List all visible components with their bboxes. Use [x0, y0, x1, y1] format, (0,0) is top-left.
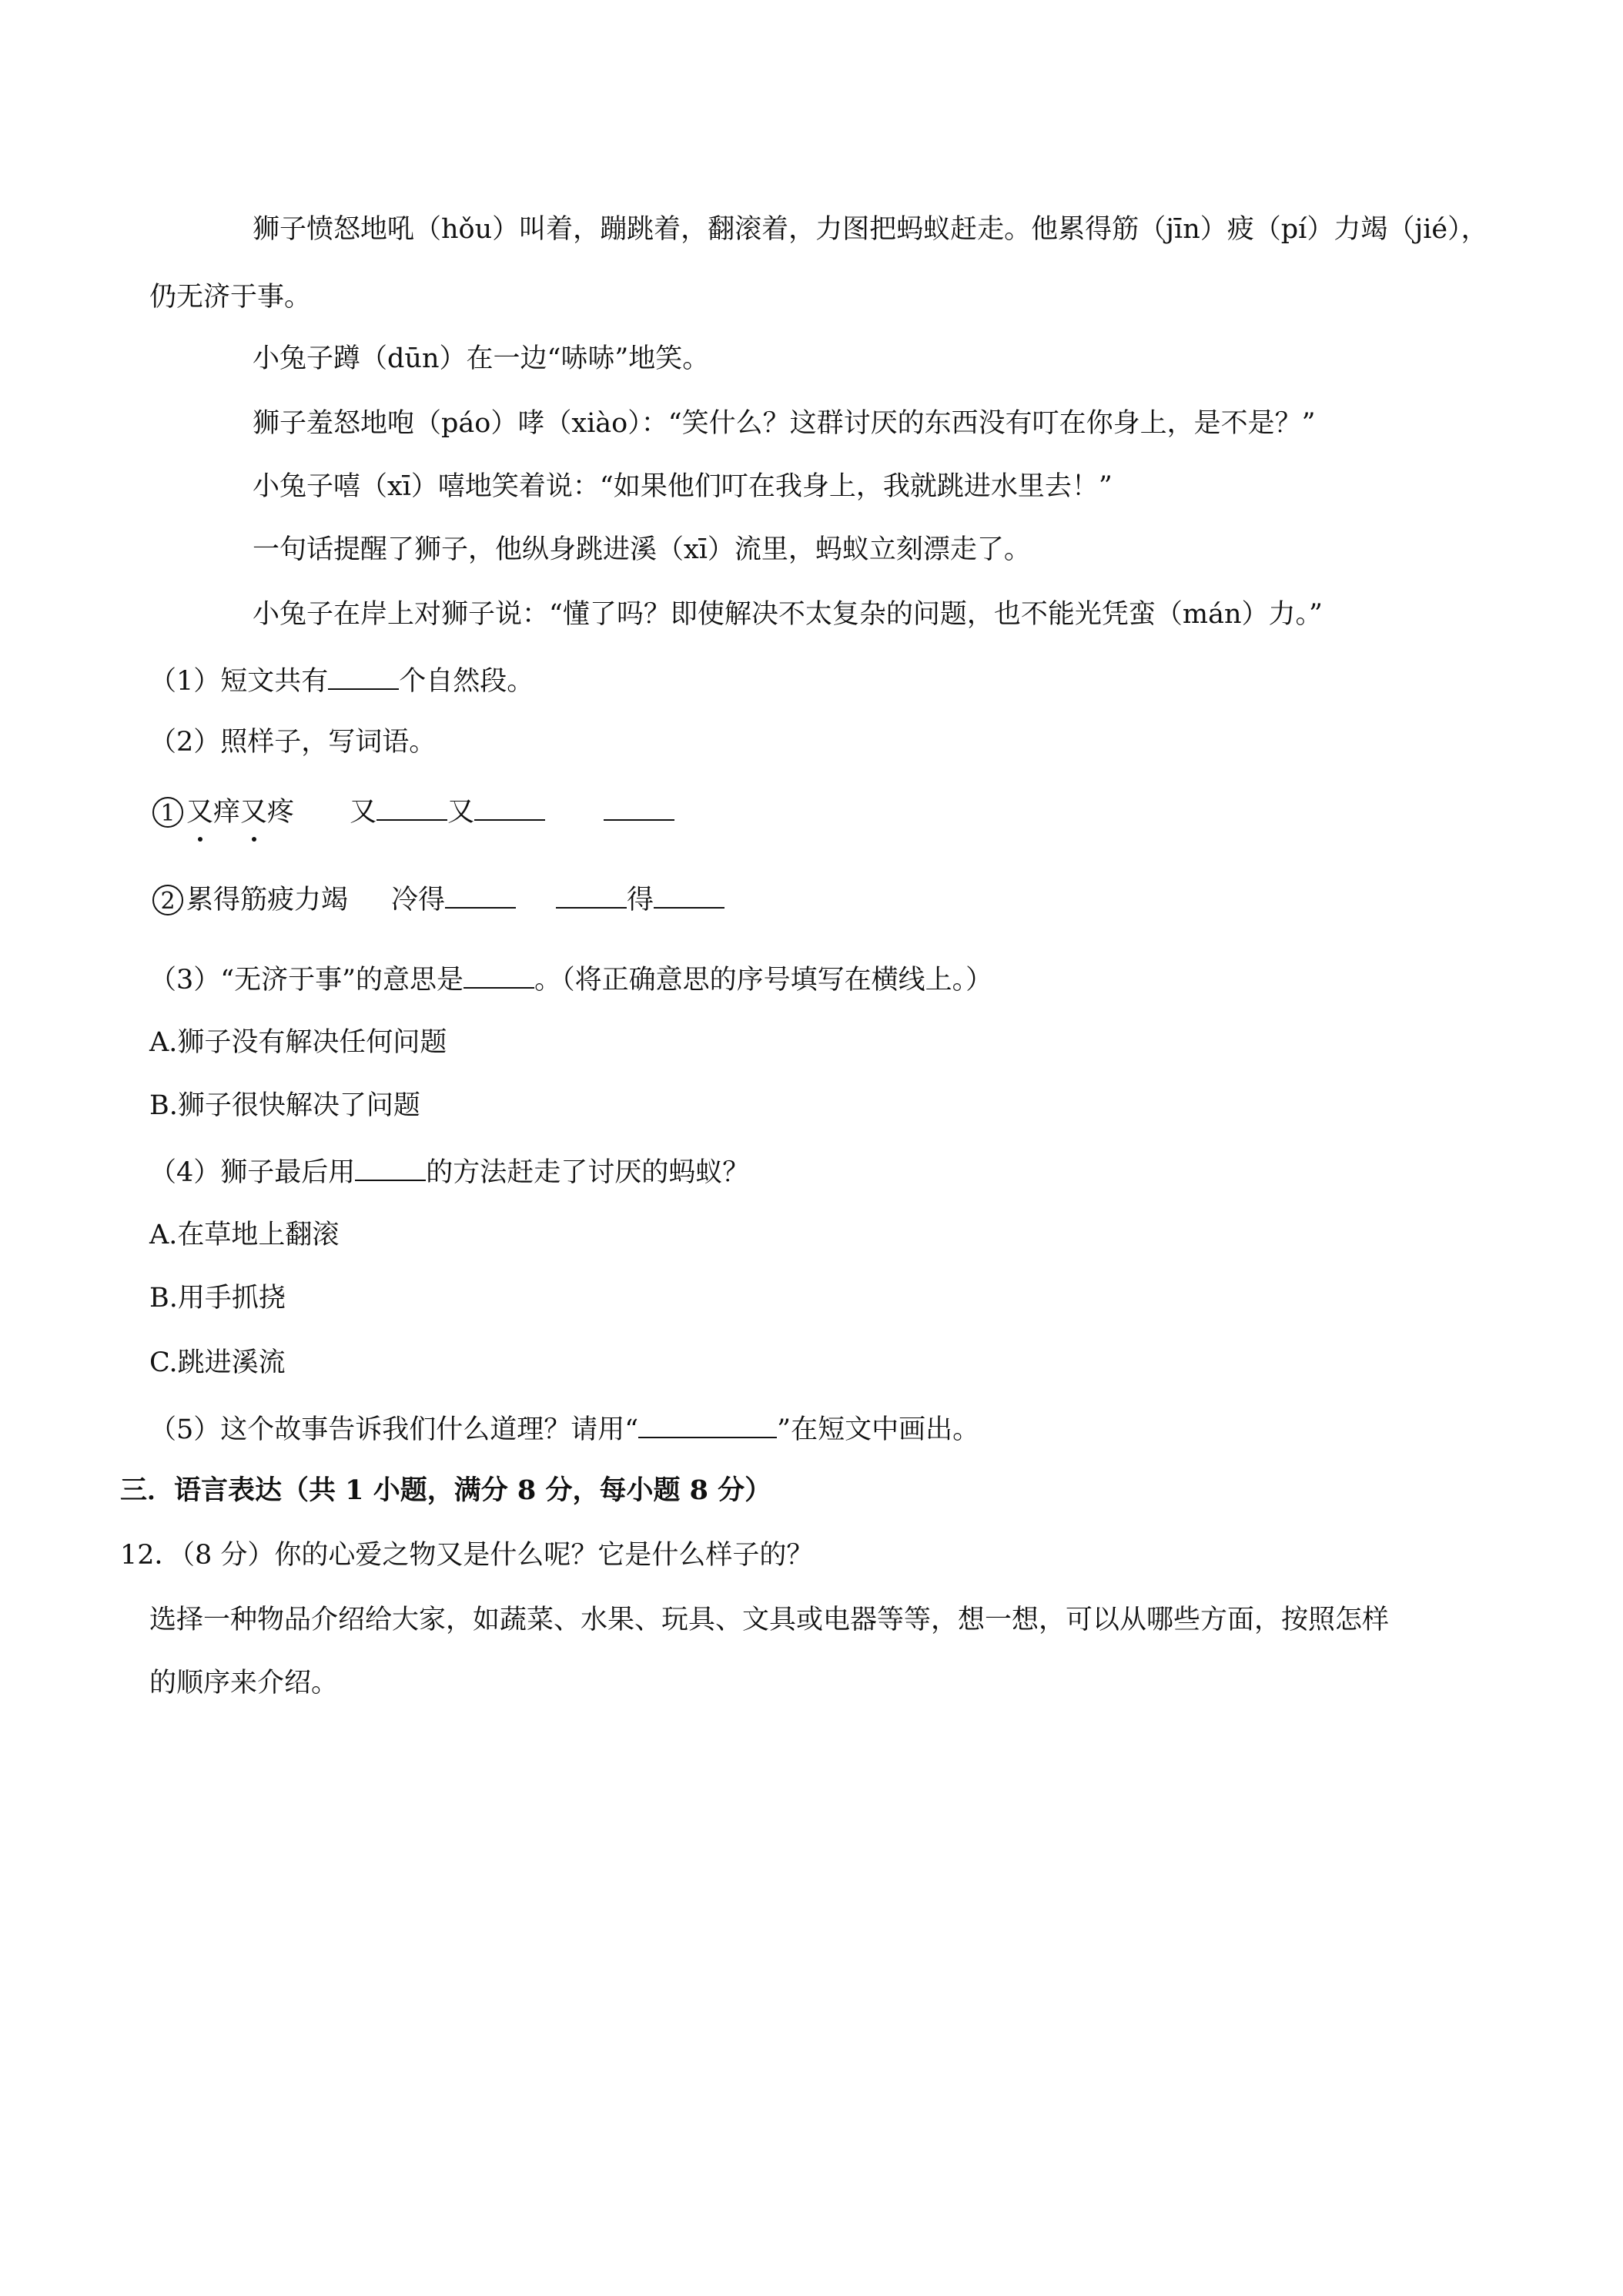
question-3-suffix: 。（将正确意思的序号填写在横线上。）	[534, 965, 993, 996]
passage-paragraph-5: 一句话提醒了狮子，他纵身跳进溪（xī）流里，蚂蚁立刻漂走了。	[253, 534, 1031, 565]
question-5-suffix: ”在短文中画出。	[777, 1414, 980, 1445]
example-char-2: 痒	[213, 797, 241, 828]
question-5	[149, 1409, 979, 1448]
question-5-prefix: （5）这个故事告诉我们什么道理？请用“	[149, 1414, 639, 1445]
passage-paragraph-3: 狮子羞怒地咆（páo）哮（xiào）：“笑什么？这群讨厌的东西没有叮在你身上，是不是？”	[253, 408, 1316, 439]
question-4-suffix: 的方法赶走了讨厌的蚂蚁？	[426, 1157, 750, 1188]
pattern-2-char-b: 得	[627, 885, 654, 915]
pattern-2-char-a: 冷得	[391, 885, 446, 915]
question-4-option-c: C.跳进溪流	[149, 1347, 286, 1378]
question-2-item-1	[152, 792, 674, 831]
question-4-option-a: A.在草地上翻滚	[149, 1220, 340, 1250]
example-char-4: 疼	[267, 797, 295, 828]
question-3-option-a: A.狮子没有解决任何问题	[149, 1027, 447, 1058]
question-4-prefix: （4）狮子最后用	[149, 1157, 356, 1188]
example-char-3: 又	[240, 794, 267, 831]
section-3-heading: 三．语言表达（共 1 小题，满分 8 分，每小题 8 分）	[120, 1474, 772, 1506]
circled-number-1: 1	[152, 797, 183, 828]
pattern-1-char-b: 又	[447, 797, 475, 828]
question-12-line-3: 的顺序来介绍。	[149, 1668, 339, 1699]
question-3-answer-blank[interactable]	[463, 959, 534, 989]
example-word-2: 累得筋疲力竭	[186, 885, 349, 915]
question-1-answer-blank[interactable]	[328, 661, 399, 690]
pattern-1-blank-2[interactable]	[474, 792, 545, 821]
pattern-2-blank-3[interactable]	[654, 879, 724, 909]
pattern-2-blank-1[interactable]	[445, 879, 516, 909]
question-3	[149, 959, 992, 999]
question-2-title: （2）照样子，写词语。	[149, 727, 437, 758]
circled-number-2: 2	[152, 885, 183, 915]
pattern-1-blank-3[interactable]	[604, 792, 674, 821]
example-char-1: 又	[186, 794, 213, 831]
question-3-option-b: B.狮子很快解决了问题	[149, 1090, 420, 1121]
passage-paragraph-1-line-2: 仍无济于事。	[149, 282, 312, 313]
question-4	[149, 1152, 749, 1191]
pattern-2-blank-2[interactable]	[556, 879, 627, 909]
passage-paragraph-6: 小兔子在岸上对狮子说：“懂了吗？即使解决不太复杂的问题，也不能光凭蛮（mán）力。”	[253, 599, 1323, 630]
question-3-prefix: （3）“无济于事”的意思是	[149, 965, 464, 996]
question-4-answer-blank[interactable]	[355, 1152, 426, 1181]
question-1-prefix: （1）短文共有	[149, 666, 329, 697]
question-12: 12．（8 分）你的心爱之物又是什么呢？它是什么样子的？	[120, 1540, 814, 1571]
question-12-line-2: 选择一种物品介绍给大家，如蔬菜、水果、玩具、文具或电器等等，想一想，可以从哪些方面，按照怎样	[149, 1605, 1390, 1635]
passage-paragraph-1-line-1: 狮子愤怒地吼（hǒu）叫着，蹦跳着，翻滚着，力图把蚂蚁赶走。他累得筋（jīn）疲（pí）力竭（jié），	[253, 214, 1488, 245]
passage-paragraph-4: 小兔子嘻（xī）嘻地笑着说：“如果他们叮在我身上，我就跳进水里去！”	[253, 471, 1113, 502]
question-1	[149, 661, 534, 700]
question-2-item-2	[152, 879, 724, 919]
question-5-answer-blank[interactable]	[638, 1409, 777, 1438]
question-4-option-b: B.用手抓挠	[149, 1283, 286, 1314]
question-1-suffix: 个自然段。	[399, 666, 534, 697]
pattern-1-char-a: 又	[350, 797, 377, 828]
passage-paragraph-2: 小兔子蹲（dūn）在一边“哧哧”地笑。	[253, 343, 710, 374]
pattern-1-blank-1[interactable]	[376, 792, 447, 821]
